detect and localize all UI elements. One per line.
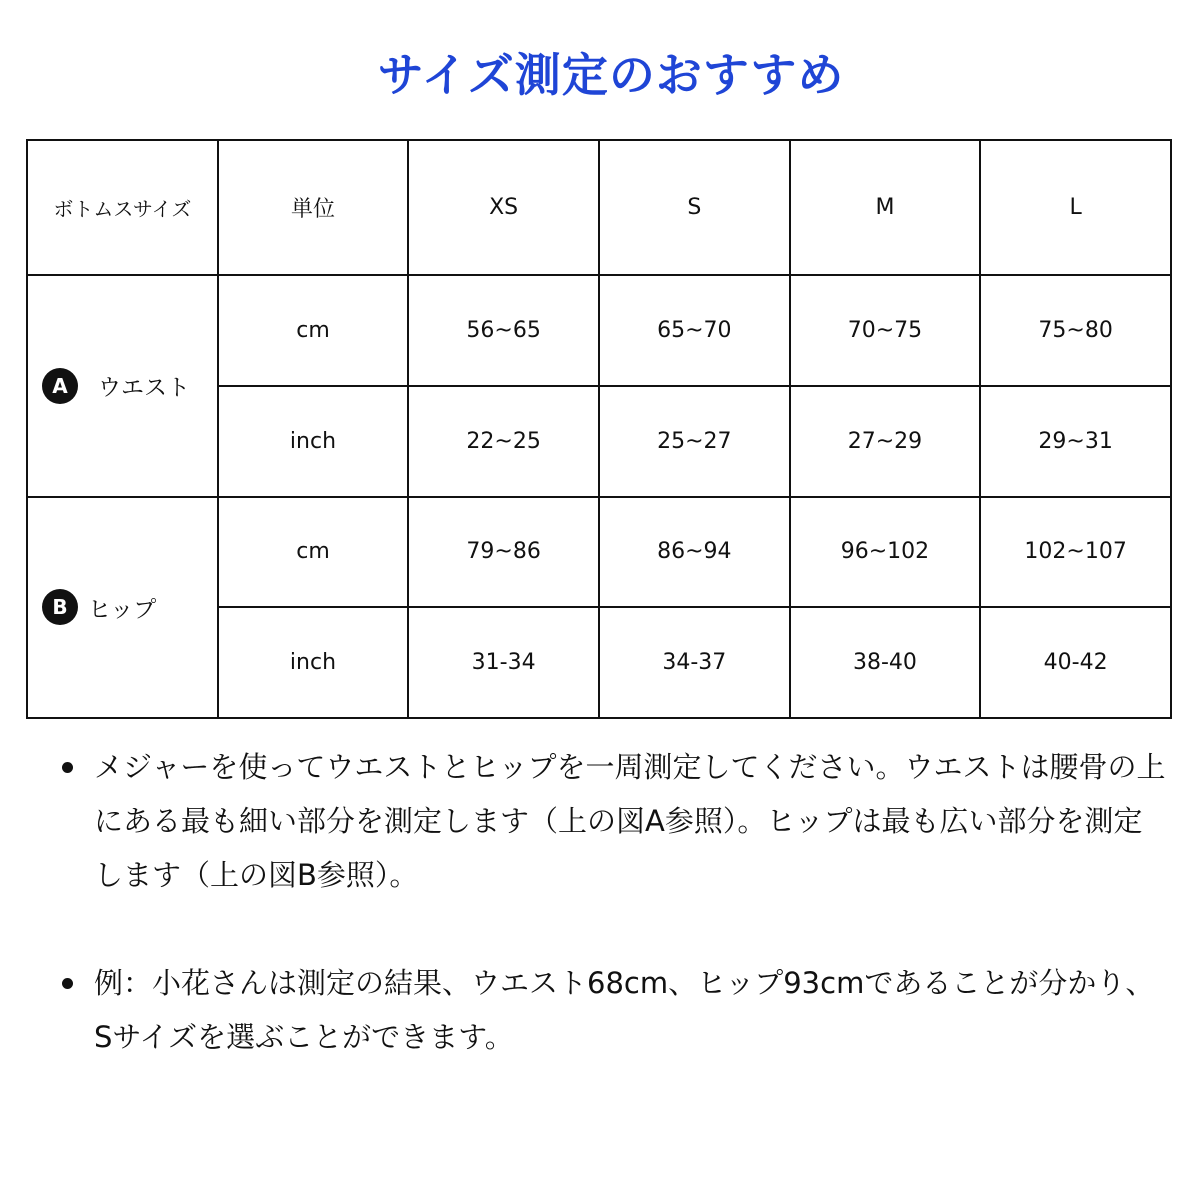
unit-cell: inch bbox=[218, 386, 409, 497]
table-row-hip-cm bbox=[27, 497, 1171, 608]
waist-group-cell bbox=[27, 275, 218, 496]
value-cell: 29~31 bbox=[980, 386, 1171, 497]
value-cell: 56~65 bbox=[408, 275, 599, 386]
value-cell: 34-37 bbox=[599, 607, 790, 718]
measurement-notes bbox=[60, 740, 1170, 1064]
value-cell: 25~27 bbox=[599, 386, 790, 497]
value-cell: 38-40 bbox=[790, 607, 981, 718]
hip-label: ヒップ bbox=[88, 596, 157, 623]
size-chart-table bbox=[26, 139, 1172, 719]
value-cell: 79~86 bbox=[408, 497, 599, 608]
badge-a-icon: A bbox=[42, 368, 78, 404]
value-cell: 22~25 bbox=[408, 386, 599, 497]
value-cell: 40-42 bbox=[980, 607, 1171, 718]
value-cell: 102~107 bbox=[980, 497, 1171, 608]
value-cell: 86~94 bbox=[599, 497, 790, 608]
bullet-icon bbox=[62, 978, 73, 989]
header-size-m: M bbox=[790, 140, 981, 275]
value-cell: 75~80 bbox=[980, 275, 1171, 386]
hip-group-cell bbox=[27, 497, 218, 718]
waist-label: ウエスト bbox=[98, 375, 190, 402]
value-cell: 65~70 bbox=[599, 275, 790, 386]
header-unit: 単位 bbox=[218, 140, 409, 275]
value-cell: 27~29 bbox=[790, 386, 981, 497]
value-cell: 96~102 bbox=[790, 497, 981, 608]
bullet-icon bbox=[62, 762, 73, 773]
header-size-l: L bbox=[980, 140, 1171, 275]
value-cell: 70~75 bbox=[790, 275, 981, 386]
note-text-instructions: メジャーを使ってウエストとヒップを一周測定してください。ウエストは腰骨の上にある最も細い部分を測定します（上の図A参照）。ヒップは最も広い部分を測定します（上の図B参照）。 bbox=[94, 750, 1166, 892]
header-size-xs: XS bbox=[408, 140, 599, 275]
list-item bbox=[60, 740, 1170, 902]
unit-cell: inch bbox=[218, 607, 409, 718]
badge-b-icon: B bbox=[42, 589, 78, 625]
page-title: サイズ測定のおすすめ bbox=[377, 48, 845, 102]
unit-cell: cm bbox=[218, 275, 409, 386]
list-item bbox=[60, 956, 1170, 1064]
header-bottoms-size: ボトムスサイズ bbox=[27, 140, 218, 275]
table-header-row bbox=[27, 140, 1171, 275]
value-cell: 31-34 bbox=[408, 607, 599, 718]
header-size-s: S bbox=[599, 140, 790, 275]
note-text-example: 例：小花さんは測定の結果、ウエスト68cm、ヒップ93cmであることが分かり、Sサイズを選ぶことができます。 bbox=[94, 966, 1155, 1054]
unit-cell: cm bbox=[218, 497, 409, 608]
table-row-waist-cm bbox=[27, 275, 1171, 386]
